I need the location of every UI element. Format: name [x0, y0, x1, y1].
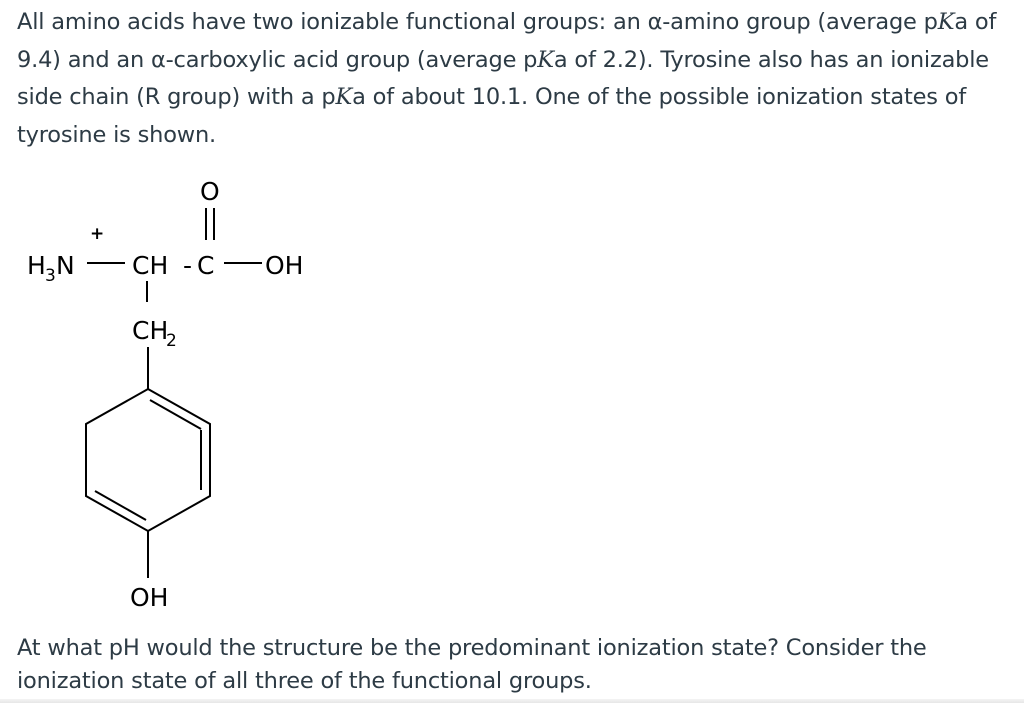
intro-text-6: a of about 10.1. One of the possible ionization states of tyrosine is shown.: [17, 84, 967, 148]
carbonyl-carbon: C: [197, 251, 215, 280]
phenol-hydroxyl: OH: [130, 583, 169, 612]
methylene: CH: [132, 316, 169, 345]
intro-text-3: a of 9.4) and an: [17, 9, 997, 73]
methylene-subscript: 2: [166, 331, 177, 351]
pka-k: K: [937, 9, 955, 35]
carboxyl-hydroxyl: OH: [265, 251, 304, 280]
bottom-edge: [0, 699, 1024, 703]
bond-ch-c: -: [183, 251, 193, 280]
pka-p: p: [923, 9, 938, 35]
alpha-carbon: CH: [132, 251, 169, 280]
alpha-symbol: α: [647, 9, 663, 35]
pka-k: K: [335, 84, 353, 110]
pka-p: p: [321, 84, 336, 110]
amine-subscript: 3: [45, 266, 56, 286]
pka-k: K: [537, 46, 554, 73]
pka-p: p: [523, 46, 538, 73]
amine-h: H: [27, 251, 46, 280]
alpha-symbol: α: [151, 46, 166, 73]
question-text: At what pH would the structure be the predominant ionization state? Consider the ionization state of all three of the functional groups.: [17, 635, 927, 694]
benzene-ring: [86, 389, 210, 531]
intro-text-2: -amino group (average: [662, 9, 924, 35]
intro-text-4: -carboxylic acid group (average: [165, 46, 524, 73]
carbonyl-oxygen: O: [200, 177, 220, 206]
positive-charge: +: [90, 224, 105, 244]
intro-text-1: All amino acids have two ionizable functional groups: an: [17, 9, 648, 35]
amine-n: N: [56, 251, 75, 280]
intro-text-5: a of 2.2). Tyrosine also has an ionizable side chain (R group) with a: [17, 46, 989, 110]
